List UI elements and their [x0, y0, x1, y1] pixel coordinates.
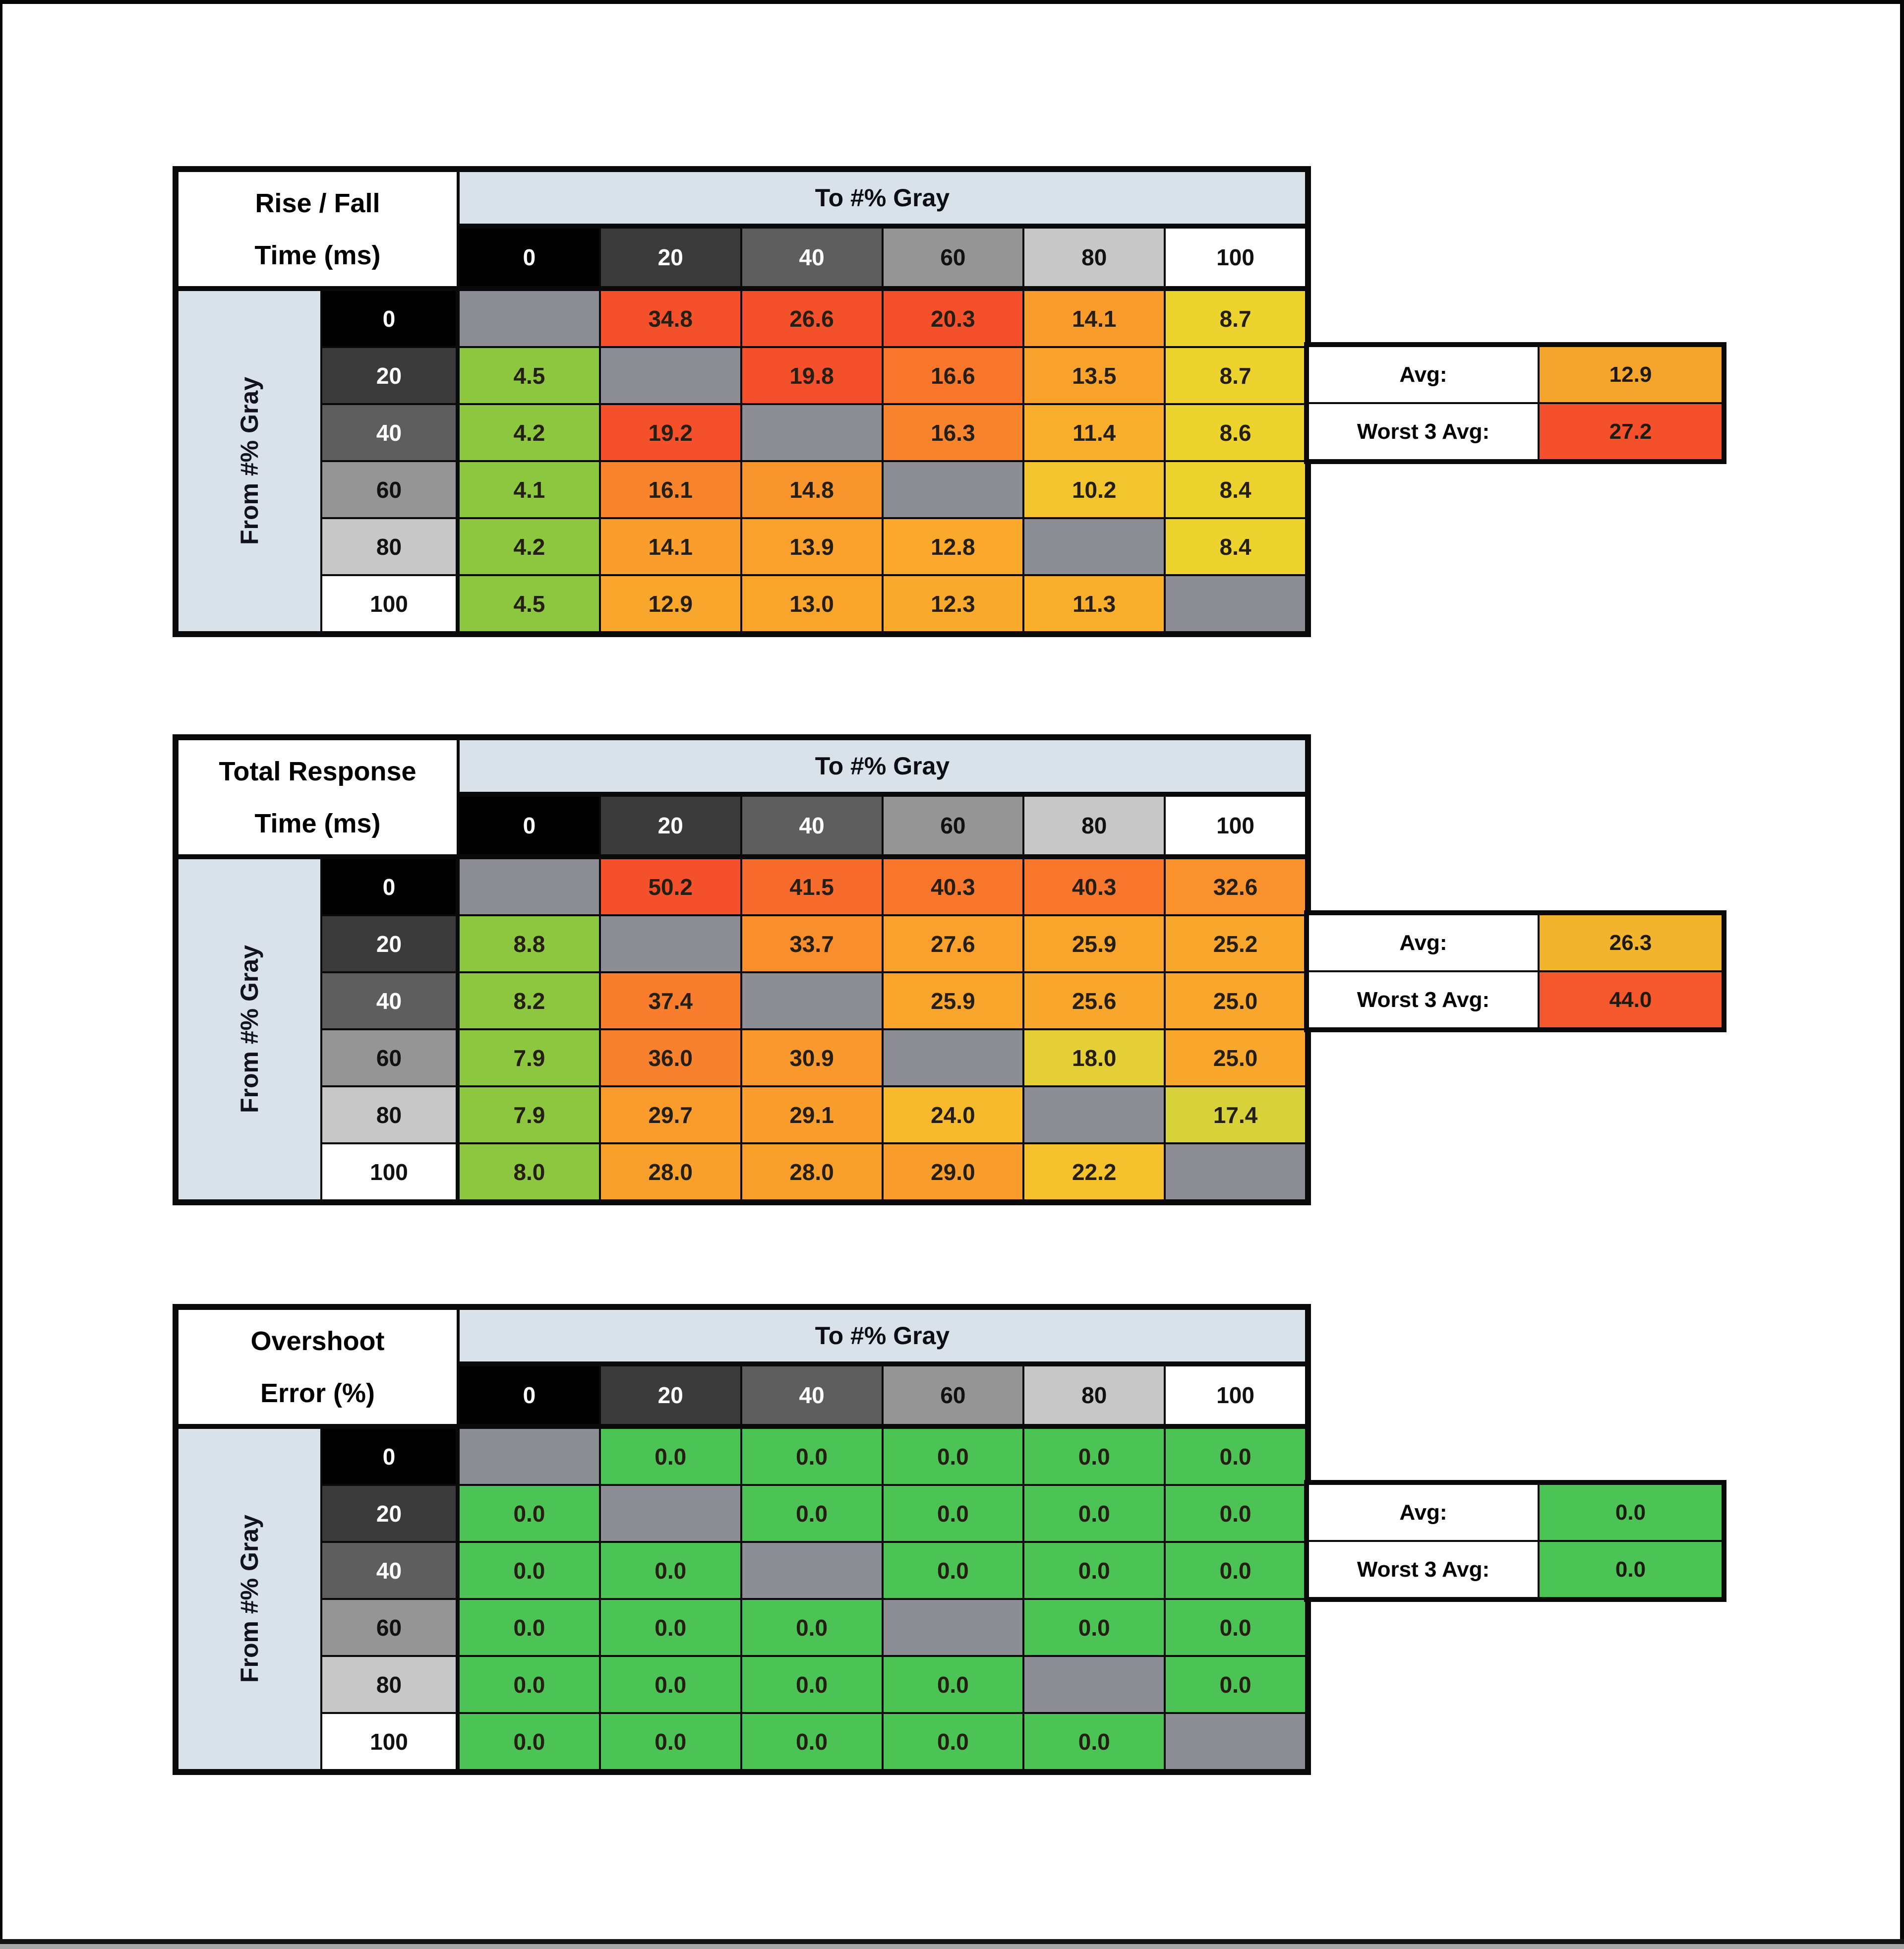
diagonal-cell [459, 1428, 600, 1485]
col-header-0: 0 [459, 226, 600, 290]
data-cell: 0.0 [1023, 1542, 1165, 1599]
data-cell: 18.0 [1023, 1029, 1165, 1086]
col-header-80: 80 [1023, 1363, 1165, 1428]
avg-value-cell: 0.0 [1539, 1484, 1723, 1541]
data-cell: 30.9 [741, 1029, 883, 1086]
col-header-40: 40 [741, 1363, 883, 1428]
col-header-20: 20 [600, 794, 741, 858]
data-cell: 0.0 [883, 1656, 1024, 1713]
worst-avg-label: Worst 3 Avg: [1308, 1541, 1539, 1598]
data-cell: 28.0 [600, 1143, 741, 1200]
data-cell: 8.7 [1165, 347, 1306, 404]
row-header-20: 20 [321, 915, 459, 972]
col-header-0: 0 [459, 794, 600, 858]
diagonal-cell [741, 404, 883, 461]
data-cell: 8.6 [1165, 404, 1306, 461]
data-cell: 22.2 [1023, 1143, 1165, 1200]
diagonal-cell [1165, 1713, 1306, 1770]
data-cell: 0.0 [1023, 1428, 1165, 1485]
from-gray-axis-header: From #% Gray [178, 858, 321, 1200]
data-cell: 11.3 [1023, 575, 1165, 632]
row-header-0: 0 [321, 290, 459, 347]
col-header-80: 80 [1023, 794, 1165, 858]
worst-avg-label: Worst 3 Avg: [1308, 971, 1539, 1028]
data-cell: 0.0 [459, 1485, 600, 1542]
from-gray-axis-header: From #% Gray [178, 290, 321, 632]
data-cell: 40.3 [883, 858, 1024, 915]
data-cell: 12.8 [883, 518, 1024, 575]
worst-avg-value-cell: 44.0 [1539, 971, 1723, 1028]
avg-label: Avg: [1308, 914, 1539, 971]
data-cell: 0.0 [600, 1428, 741, 1485]
data-cell: 32.6 [1165, 858, 1306, 915]
row-header-40: 40 [321, 1542, 459, 1599]
avg-value-cell: 26.3 [1539, 914, 1723, 971]
col-header-100: 100 [1165, 226, 1306, 290]
data-cell: 25.0 [1165, 1029, 1306, 1086]
col-header-100: 100 [1165, 794, 1306, 858]
data-cell: 29.7 [600, 1086, 741, 1143]
row-header-100: 100 [321, 1143, 459, 1200]
rise-fall-time-table [173, 166, 1311, 637]
avg-value-cell: 12.9 [1539, 346, 1723, 403]
data-cell: 8.8 [459, 915, 600, 972]
data-cell: 0.0 [883, 1542, 1024, 1599]
data-cell: 41.5 [741, 858, 883, 915]
data-cell: 0.0 [1165, 1599, 1306, 1656]
data-cell: 7.9 [459, 1086, 600, 1143]
col-header-40: 40 [741, 794, 883, 858]
col-header-100: 100 [1165, 1363, 1306, 1428]
table-title-line2: Time (ms) [254, 808, 381, 838]
data-cell: 12.9 [600, 575, 741, 632]
col-header-40: 40 [741, 226, 883, 290]
diagonal-cell [459, 290, 600, 347]
table-title-line2: Error (%) [260, 1378, 375, 1408]
data-cell: 16.6 [883, 347, 1024, 404]
col-header-60: 60 [883, 226, 1024, 290]
table-title-line1: Rise / Fall [255, 188, 380, 218]
row-header-40: 40 [321, 972, 459, 1029]
data-cell: 10.2 [1023, 461, 1165, 518]
col-header-80: 80 [1023, 226, 1165, 290]
data-cell: 0.0 [883, 1428, 1024, 1485]
worst-avg-label: Worst 3 Avg: [1308, 403, 1539, 460]
data-cell: 14.1 [600, 518, 741, 575]
col-header-20: 20 [600, 226, 741, 290]
diagonal-cell [883, 461, 1024, 518]
diagonal-cell [600, 347, 741, 404]
bottom-border-line [0, 1939, 1904, 1944]
diagonal-cell [1023, 1656, 1165, 1713]
data-cell: 4.5 [459, 575, 600, 632]
data-cell: 28.0 [741, 1143, 883, 1200]
table-title [178, 739, 459, 858]
data-cell: 8.4 [1165, 461, 1306, 518]
to-gray-axis-header: To #% Gray [459, 739, 1306, 794]
data-cell: 0.0 [1165, 1656, 1306, 1713]
data-cell: 20.3 [883, 290, 1024, 347]
diagonal-cell [883, 1029, 1024, 1086]
to-gray-axis-header: To #% Gray [459, 171, 1306, 226]
col-header-60: 60 [883, 1363, 1024, 1428]
data-cell: 11.4 [1023, 404, 1165, 461]
data-cell: 8.2 [459, 972, 600, 1029]
data-cell: 0.0 [600, 1599, 741, 1656]
table-title-line1: Overshoot [250, 1326, 385, 1356]
diagonal-cell [1165, 575, 1306, 632]
diagonal-cell [1023, 518, 1165, 575]
data-cell: 19.8 [741, 347, 883, 404]
rise-fall-summary-box [1304, 342, 1726, 464]
data-cell: 34.8 [600, 290, 741, 347]
data-cell: 25.2 [1165, 915, 1306, 972]
col-header-20: 20 [600, 1363, 741, 1428]
data-cell: 8.4 [1165, 518, 1306, 575]
data-cell: 37.4 [600, 972, 741, 1029]
overshoot-error-table [173, 1304, 1311, 1775]
row-header-40: 40 [321, 404, 459, 461]
data-cell: 25.9 [1023, 915, 1165, 972]
data-cell: 25.9 [883, 972, 1024, 1029]
row-header-20: 20 [321, 1485, 459, 1542]
diagonal-cell [1023, 1086, 1165, 1143]
row-header-60: 60 [321, 1599, 459, 1656]
row-header-100: 100 [321, 1713, 459, 1770]
data-cell: 0.0 [459, 1542, 600, 1599]
row-header-80: 80 [321, 518, 459, 575]
data-cell: 0.0 [741, 1656, 883, 1713]
col-header-60: 60 [883, 794, 1024, 858]
row-header-100: 100 [321, 575, 459, 632]
row-header-60: 60 [321, 1029, 459, 1086]
data-cell: 33.7 [741, 915, 883, 972]
data-cell: 13.5 [1023, 347, 1165, 404]
data-cell: 0.0 [741, 1485, 883, 1542]
data-cell: 14.1 [1023, 290, 1165, 347]
data-cell: 0.0 [459, 1599, 600, 1656]
diagonal-cell [1165, 1143, 1306, 1200]
data-cell: 29.1 [741, 1086, 883, 1143]
data-cell: 13.9 [741, 518, 883, 575]
row-header-80: 80 [321, 1656, 459, 1713]
worst-avg-value-cell: 0.0 [1539, 1541, 1723, 1598]
avg-label: Avg: [1308, 346, 1539, 403]
data-cell: 4.2 [459, 404, 600, 461]
avg-label: Avg: [1308, 1484, 1539, 1541]
from-gray-axis-header: From #% Gray [178, 1428, 321, 1770]
data-cell: 0.0 [600, 1656, 741, 1713]
data-cell: 36.0 [600, 1029, 741, 1086]
data-cell: 0.0 [1165, 1542, 1306, 1599]
diagonal-cell [600, 1485, 741, 1542]
data-cell: 25.6 [1023, 972, 1165, 1029]
data-cell: 4.1 [459, 461, 600, 518]
data-cell: 0.0 [741, 1599, 883, 1656]
data-cell: 0.0 [459, 1656, 600, 1713]
data-cell: 0.0 [1023, 1599, 1165, 1656]
data-cell: 0.0 [1165, 1485, 1306, 1542]
data-cell: 25.0 [1165, 972, 1306, 1029]
data-cell: 16.3 [883, 404, 1024, 461]
row-header-80: 80 [321, 1086, 459, 1143]
table-title [178, 1309, 459, 1428]
total-response-time-table [173, 734, 1311, 1205]
row-header-0: 0 [321, 1428, 459, 1485]
data-cell: 16.1 [600, 461, 741, 518]
diagonal-cell [741, 1542, 883, 1599]
data-cell: 0.0 [1023, 1713, 1165, 1770]
row-header-0: 0 [321, 858, 459, 915]
data-cell: 0.0 [600, 1542, 741, 1599]
data-cell: 13.0 [741, 575, 883, 632]
diagonal-cell [459, 858, 600, 915]
data-cell: 26.6 [741, 290, 883, 347]
data-cell: 24.0 [883, 1086, 1024, 1143]
data-cell: 0.0 [1165, 1428, 1306, 1485]
data-cell: 29.0 [883, 1143, 1024, 1200]
data-cell: 4.5 [459, 347, 600, 404]
data-cell: 27.6 [883, 915, 1024, 972]
total-response-summary-box [1304, 910, 1726, 1032]
row-header-60: 60 [321, 461, 459, 518]
worst-avg-value-cell: 27.2 [1539, 403, 1723, 460]
col-header-0: 0 [459, 1363, 600, 1428]
row-header-20: 20 [321, 347, 459, 404]
data-cell: 50.2 [600, 858, 741, 915]
data-cell: 0.0 [600, 1713, 741, 1770]
data-cell: 8.7 [1165, 290, 1306, 347]
data-cell: 0.0 [883, 1713, 1024, 1770]
table-title-line1: Total Response [219, 756, 416, 786]
data-cell: 0.0 [459, 1713, 600, 1770]
data-cell: 0.0 [741, 1713, 883, 1770]
data-cell: 0.0 [741, 1428, 883, 1485]
data-cell: 8.0 [459, 1143, 600, 1200]
bottom-edge-strip [0, 1944, 1904, 1949]
table-title [178, 171, 459, 290]
data-cell: 0.0 [883, 1485, 1024, 1542]
data-cell: 17.4 [1165, 1086, 1306, 1143]
data-cell: 12.3 [883, 575, 1024, 632]
data-cell: 4.2 [459, 518, 600, 575]
overshoot-summary-box [1304, 1480, 1726, 1602]
to-gray-axis-header: To #% Gray [459, 1309, 1306, 1363]
data-cell: 0.0 [1023, 1485, 1165, 1542]
diagonal-cell [600, 915, 741, 972]
data-cell: 40.3 [1023, 858, 1165, 915]
diagonal-cell [883, 1599, 1024, 1656]
diagonal-cell [741, 972, 883, 1029]
table-title-line2: Time (ms) [254, 240, 381, 270]
data-cell: 7.9 [459, 1029, 600, 1086]
data-cell: 14.8 [741, 461, 883, 518]
data-cell: 19.2 [600, 404, 741, 461]
